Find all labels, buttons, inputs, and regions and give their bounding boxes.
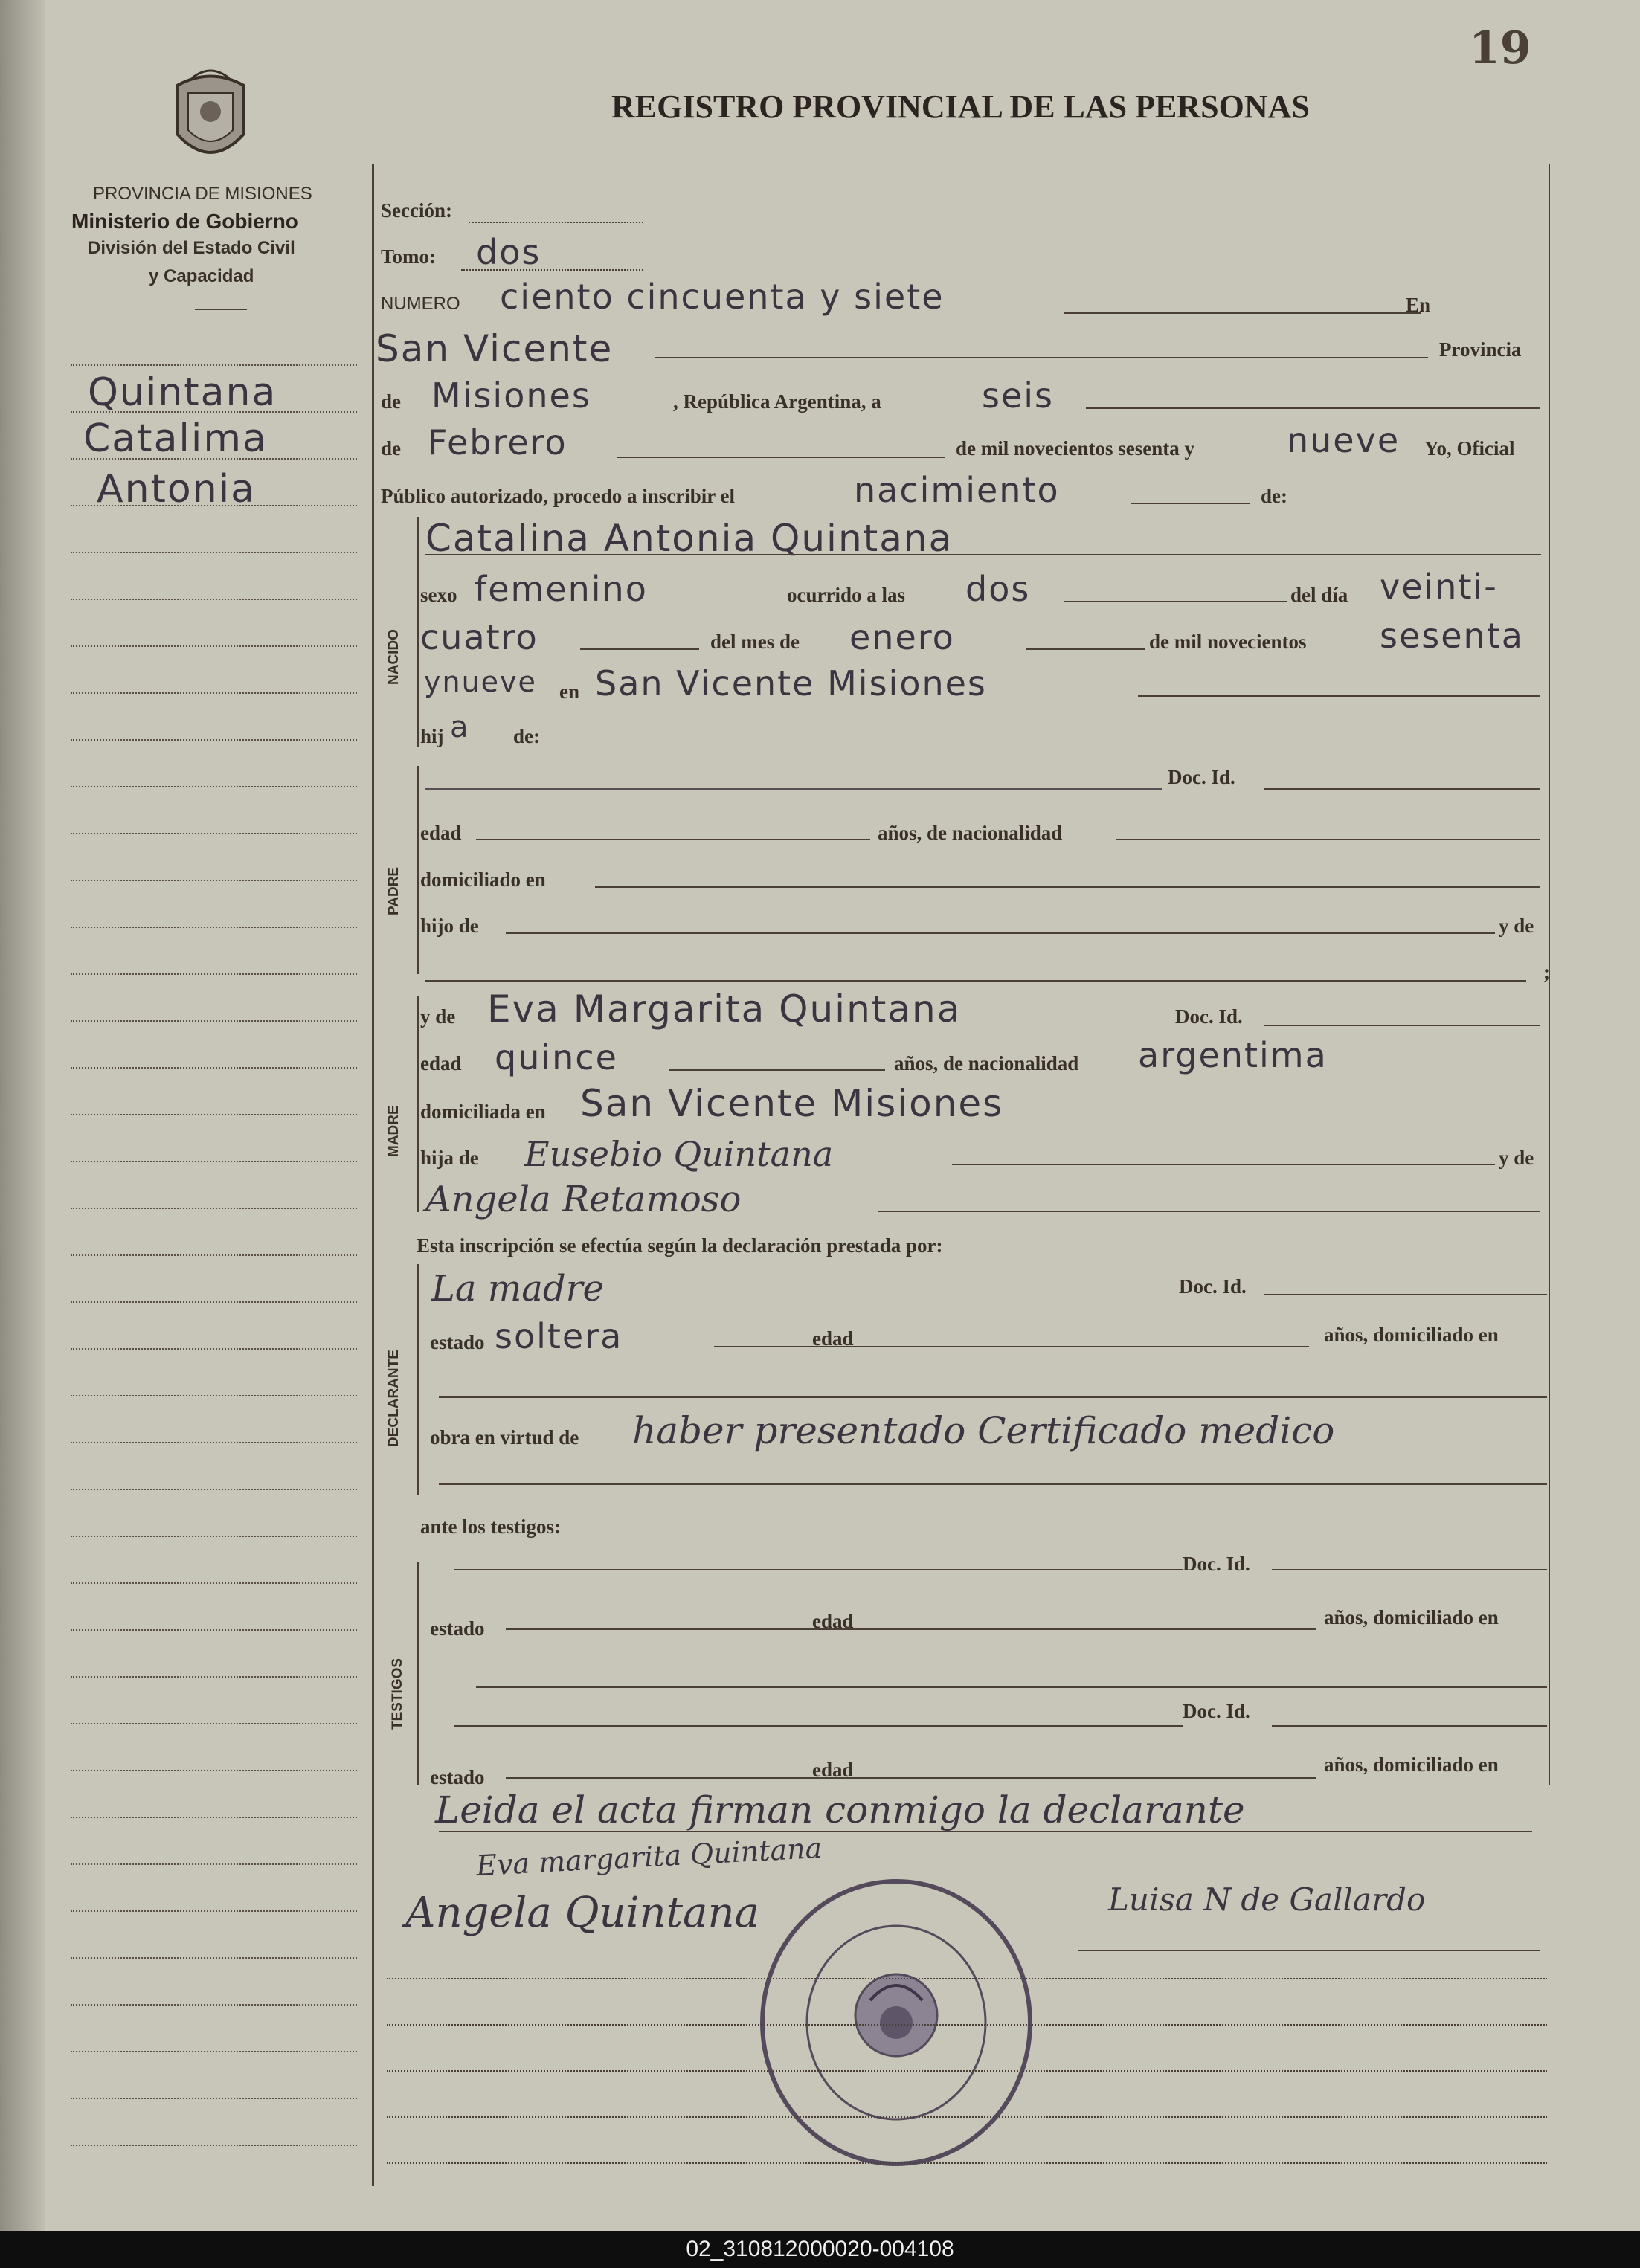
line-seccion [469,222,643,223]
label-de-mil-nov: de mil novecientos [1149,631,1307,653]
label-del-dia: del día [1290,584,1348,606]
label-publico: Público autorizado, procedo a inscribir el [381,485,735,507]
label-y-de-padre: y de [1499,915,1534,937]
line-dom-declarante [439,1396,1547,1398]
binding-edge [0,0,45,2231]
margin-rule-line [71,1254,357,1256]
margin-rule-line [71,833,357,834]
line-declarante-doc [1264,1294,1547,1295]
margin-rule-line [71,1863,357,1865]
signature-angela: Angela Quintana [405,1889,759,1937]
value-acto: nacimiento [854,470,1060,510]
line-obra-extra [439,1483,1547,1485]
label-sexo: sexo [420,584,457,606]
label-estado-declarante: estado [430,1331,485,1353]
margin-rule-line [71,692,357,694]
value-madre-edad: quince [495,1037,618,1077]
value-anio-nac-1: sesenta [1380,616,1524,656]
provincial-emblem [162,63,259,175]
value-anio-nac-2: ynueve [424,666,537,698]
label-y-de-madre: y de [420,1005,456,1028]
value-madre-nacionalidad: argentima [1138,1035,1328,1075]
line-madre-doc [1264,1025,1540,1026]
signature-eva: Eva margarita Quintana [475,1831,823,1883]
value-dia-nac-1: veinti- [1380,567,1498,607]
label-doc-id-declarante: Doc. Id. [1179,1275,1247,1298]
label-provincia: Provincia [1439,338,1522,361]
ministry-line-2: Ministerio de Gobierno [71,210,298,233]
margin-rule-line [71,1910,357,1912]
label-domiciliada-madre: domiciliada en [420,1101,546,1123]
margin-rule-line [71,786,357,787]
margin-name-2: Antonia [97,467,257,512]
ministry-line-1: PROVINCIA DE MISIONES [93,184,312,204]
label-esta-inscripcion: Esta inscripción se efectúa según la declaración prestada por: [417,1234,943,1257]
value-provincia: Misiones [431,376,591,416]
label-obra-virtud: obra en virtud de [430,1426,579,1449]
value-hija-suffix: a [450,710,470,744]
section-madre: MADRE [386,1105,402,1157]
label-hij: hij [420,725,444,747]
line-madre-madre [878,1211,1540,1212]
line-testigo1-edad [506,1628,1316,1630]
line-testigo1-doc [1272,1569,1547,1570]
line-dia-nac [580,648,699,650]
margin-rule-line [71,1723,357,1724]
label-de-colon: de: [1261,485,1287,507]
line-cierre [439,1831,1532,1832]
margin-rule-line [71,1161,357,1162]
line-nombre [425,554,1541,555]
value-madre-domicilio: San Vicente Misiones [580,1082,1004,1125]
margin-rule-line [71,1582,357,1584]
line-madre-padre [952,1164,1495,1165]
line-signature-official [1078,1950,1540,1951]
line-lugar-nac [1138,695,1540,697]
margin-rule-line [71,1536,357,1537]
margin-rule-line [71,2004,357,2006]
value-cierre: Leida el acta firman conmigo la declarante [435,1788,1245,1832]
line-hora [1064,601,1287,602]
margin-rule-line [71,1442,357,1443]
label-semicolon: ; [1543,961,1550,983]
signature-official: Luisa N de Gallardo [1108,1881,1426,1918]
label-del-mes: del mes de [710,631,800,653]
label-hija-de-madre: hija de [420,1147,479,1169]
value-nombre: Catalina Antonia Quintana [425,517,954,560]
section-rule-nacido [417,517,419,747]
line-madre-edad [669,1069,885,1071]
margin-rule-line [71,1817,357,1818]
value-dia: seis [982,376,1055,416]
section-declarante: DECLARANTE [386,1350,402,1447]
label-estado-testigo2: estado [430,1766,485,1788]
value-lugar: San Vicente [376,327,614,370]
section-padre: PADRE [386,866,402,915]
line-padre-extra [425,980,1526,982]
body-rule-line [387,2070,1547,2072]
label-de-mil: de mil novecientos sesenta y [956,437,1194,460]
label-edad-declarante: edad [812,1327,854,1350]
margin-rule-line [71,739,357,741]
margin-rule-line [71,411,357,413]
ministry-rule [195,309,247,310]
margin-rule-line [71,880,357,881]
form-title: REGISTRO PROVINCIAL DE LAS PERSONAS [611,88,1310,125]
line-dia [1086,407,1540,409]
body-rule-line [387,1978,1547,1979]
ministry-line-3: División del Estado Civil [88,238,295,258]
value-numero: ciento cincuenta y siete [500,277,945,317]
label-de-mes: de [381,437,401,460]
line-edad-padre [476,839,870,840]
margin-rule-line [71,1957,357,1959]
page-number: 19 [1469,22,1531,74]
label-doc-id-madre: Doc. Id. [1175,1005,1243,1028]
label-anios-dom-declarante: años, domiciliado en [1324,1324,1499,1346]
line-nac-padre [1116,839,1540,840]
line-tomo [461,269,643,271]
value-madre-padre: Eusebio Quintana [524,1134,834,1174]
margin-rule-line [71,2051,357,2052]
value-declarante: La madre [431,1268,604,1309]
section-rule-declarante [417,1264,419,1495]
label-anios-nac-padre: años, de nacionalidad [878,822,1063,844]
label-edad-testigo1: edad [812,1610,854,1632]
label-tomo: Tomo: [381,245,437,268]
value-hora: dos [965,569,1031,609]
margin-rule-line [71,2145,357,2146]
margin-rule-line [71,2098,357,2099]
label-de-provincia: de [381,390,401,413]
margin-rule-line [71,1208,357,1209]
section-rule-testigos [417,1562,419,1785]
section-testigos: TESTIGOS [390,1657,405,1730]
value-obra-virtud: haber presentado Certificado medico [632,1409,1335,1452]
label-numero: NUMERO [381,294,460,314]
label-edad-madre: edad [420,1052,462,1075]
margin-rule-line [71,1020,357,1022]
value-declarante-estado: soltera [495,1316,623,1356]
margin-rule-line [71,552,357,553]
label-doc-id-testigo1: Doc. Id. [1183,1553,1250,1575]
label-hijo-de: hijo de [420,915,479,937]
section-rule-padre [417,766,419,974]
margin-rule-line [71,973,357,975]
value-mes-nac: enero [849,617,955,657]
section-nacido: NACIDO [386,629,402,685]
label-edad-padre: edad [420,822,462,844]
footer-id: 02_310812000020-004108 [686,2237,954,2261]
label-doc-id-padre: Doc. Id. [1168,766,1235,788]
label-edad-testigo2: edad [812,1759,854,1781]
label-en: En [1406,294,1431,316]
margin-rule-line [71,599,357,600]
line-numero [1064,312,1421,314]
margin-rule-line [71,364,357,366]
margin-rule-line [71,505,357,506]
line-testigo2-doc [1272,1725,1547,1727]
line-padre-nombre [425,788,1162,790]
value-sexo: femenino [475,569,648,609]
label-domiciliado-padre: domiciliado en [420,869,546,891]
value-lugar-nac: San Vicente Misiones [595,663,987,703]
line-acto [1131,503,1250,504]
line-testigo1-nombre [454,1569,1183,1570]
line-edad-declarante [714,1346,1309,1347]
line-lugar [655,357,1428,358]
label-ante-testigos: ante los testigos: [420,1515,561,1538]
line-mes-nac [1026,648,1145,650]
body-rule-line [387,2024,1547,2026]
value-tomo: dos [476,232,541,272]
label-anios-nac-madre: años, de nacionalidad [894,1052,1079,1075]
line-dom-padre [595,886,1540,888]
value-anio: nueve [1287,420,1401,460]
value-madre-nombre: Eva Margarita Quintana [487,988,962,1031]
margin-rule-line [71,1067,357,1069]
label-anios-dom-testigo1: años, domiciliado en [1324,1606,1499,1628]
line-mes [617,457,945,458]
image-footer [0,2231,1640,2268]
margin-rule-line [71,1629,357,1631]
margin-rule-line [71,1114,357,1115]
label-doc-id-testigo2: Doc. Id. [1183,1700,1250,1722]
label-estado-testigo1: estado [430,1617,485,1640]
label-anios-dom-testigo2: años, domiciliado en [1324,1753,1499,1776]
margin-rule-line [71,1770,357,1771]
line-padre-doc [1264,788,1540,790]
label-en-nac: en [559,680,579,703]
margin-name-1: Catalima [83,416,268,461]
line-testigo2-nombre [454,1725,1183,1727]
label-ocurrido: ocurrido a las [787,584,905,606]
official-stamp [751,1874,1041,2171]
margin-rule-line [71,458,357,460]
margin-rule-line [71,1489,357,1490]
main-vertical-rule [372,164,374,2186]
value-dia-nac-2: cuatro [420,617,538,657]
value-mes: Febrero [428,422,567,463]
line-testigo1-dom [476,1686,1547,1688]
margin-rule-line [71,1348,357,1350]
label-yo-oficial: Yo, Oficial [1424,437,1515,460]
section-rule-madre [417,996,419,1212]
value-madre-madre: Angela Retamoso [425,1179,742,1220]
body-rule-line [387,2162,1547,2164]
label-seccion: Sección: [381,199,452,222]
line-testigo2-edad [506,1777,1316,1779]
ministry-line-4: y Capacidad [149,266,254,286]
line-hijo-de [506,932,1495,934]
margin-rule-line [71,1301,357,1303]
margin-rule-line [71,1676,357,1678]
margin-surname: Quintana [88,370,277,415]
margin-rule-line [71,927,357,928]
label-republica: , República Argentina, a [673,390,881,413]
label-y-de-madre-2: y de [1499,1147,1534,1169]
body-rule-line [387,2116,1547,2118]
margin-rule-line [71,1395,357,1396]
label-hija-de: de: [513,725,540,747]
margin-rule-line [71,645,357,647]
